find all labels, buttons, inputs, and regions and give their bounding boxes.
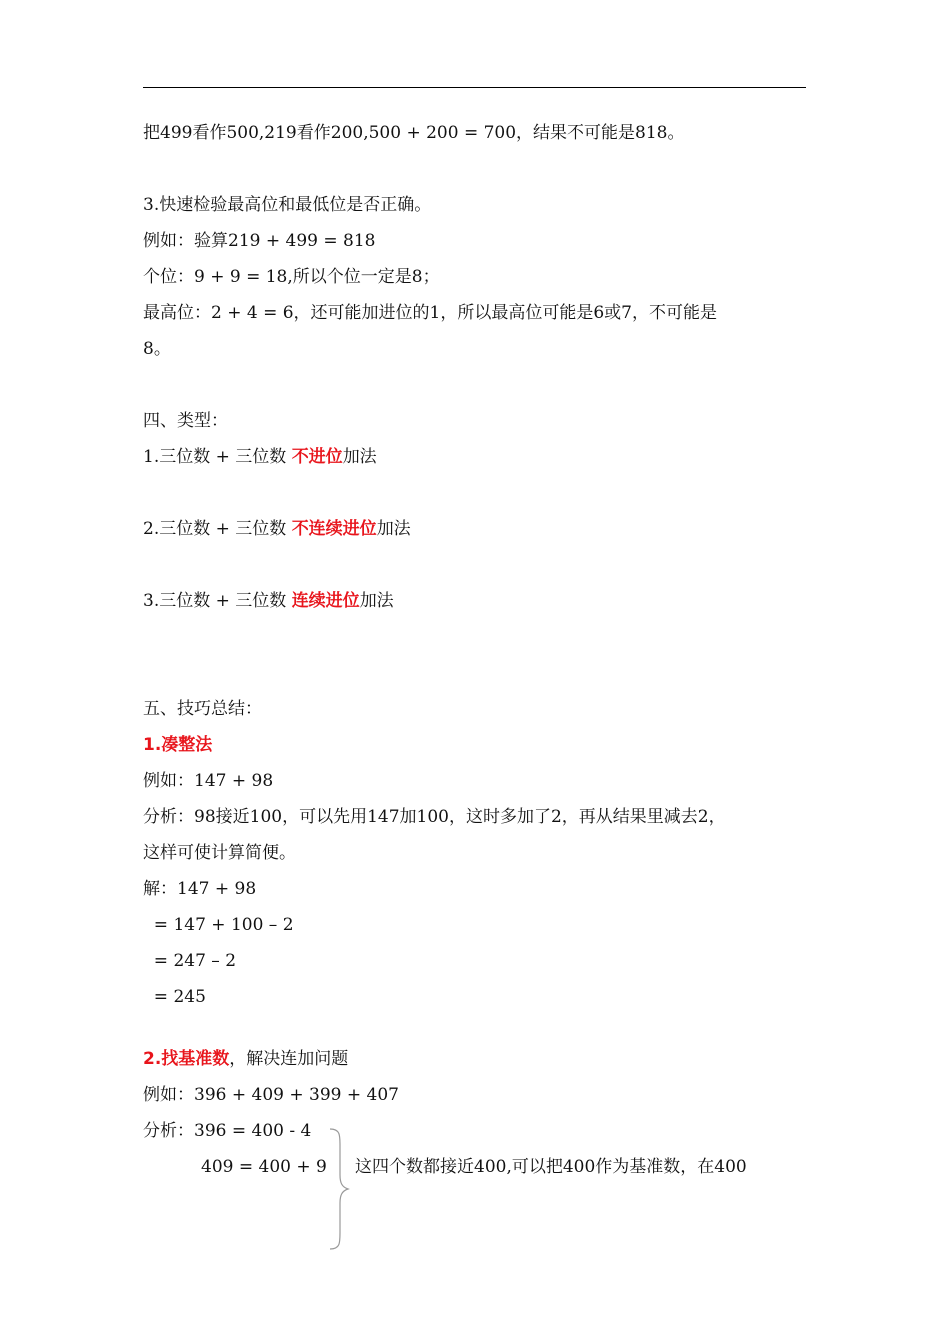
tip-1-analysis-line-2: 这样可使计算简便。 <box>143 843 296 863</box>
tip-2-title-rest: ，解决连加问题 <box>229 1049 349 1069</box>
section-heading-tips: 五、技巧总结： <box>143 699 262 719</box>
type-item-2-suffix: 加法 <box>376 519 411 539</box>
tip-2-analysis-line-2: 409 = 400 + 9 <box>201 1157 327 1177</box>
text-line-highest-digit-cont: 8。 <box>143 339 171 359</box>
tip-1-solution-line-1: 解：147 + 98 <box>143 879 257 899</box>
tip-1-title: 1.凑整法 <box>143 735 213 755</box>
tip-1-example: 例如：147 + 98 <box>143 771 274 791</box>
curly-brace-icon <box>326 1127 352 1251</box>
type-item-1-prefix: 1.三位数 + 三位数 <box>143 447 292 467</box>
tip-1-analysis-line-1: 分析：98接近100，可以先用147加100，这时多加了2，再从结果里减去2， <box>143 807 726 827</box>
type-item-3-prefix: 3.三位数 + 三位数 <box>143 591 292 611</box>
type-item-1-suffix: 加法 <box>342 447 377 467</box>
tip-2-example: 例如：396 + 409 + 399 + 407 <box>143 1085 399 1105</box>
tip-2-title-keyword: 2.找基准数 <box>143 1049 230 1069</box>
type-item-3-suffix: 加法 <box>359 591 394 611</box>
type-item-2 <box>143 517 411 541</box>
type-item-1 <box>143 445 377 469</box>
tip-1-solution-line-4: = 245 <box>143 987 206 1007</box>
text-line-ones-digit: 个位：9 + 9 = 18,所以个位一定是8； <box>143 267 440 287</box>
type-item-2-prefix: 2.三位数 + 三位数 <box>143 519 292 539</box>
text-line-check-example: 例如：验算219 + 499 = 818 <box>143 231 376 251</box>
type-item-3-keyword: 连续进位 <box>291 591 360 611</box>
tip-1-solution-line-2: = 147 + 100 – 2 <box>143 915 294 935</box>
type-item-2-keyword: 不连续进位 <box>291 519 377 539</box>
section-heading-types: 四、类型： <box>143 411 228 431</box>
tip-2-title <box>143 1047 348 1071</box>
header-rule <box>143 87 806 88</box>
text-line-estimate: 把499看作500,219看作200,500 + 200 = 700，结果不可能是818。 <box>143 123 685 143</box>
tip-2-analysis-line-1: 分析：396 = 400 - 4 <box>143 1121 312 1141</box>
text-line-highest-digit: 最高位：2 + 4 = 6，还可能加进位的1，所以最高位可能是6或7，不可能是 <box>143 303 717 323</box>
type-item-1-keyword: 不进位 <box>291 447 343 467</box>
tip-2-note: 这四个数都接近400,可以把400作为基准数，在400 <box>355 1157 747 1177</box>
tip-1-solution-line-3: = 247 – 2 <box>143 951 237 971</box>
text-line-check-heading: 3.快速检验最高位和最低位是否正确。 <box>143 195 432 215</box>
type-item-3 <box>143 589 394 613</box>
